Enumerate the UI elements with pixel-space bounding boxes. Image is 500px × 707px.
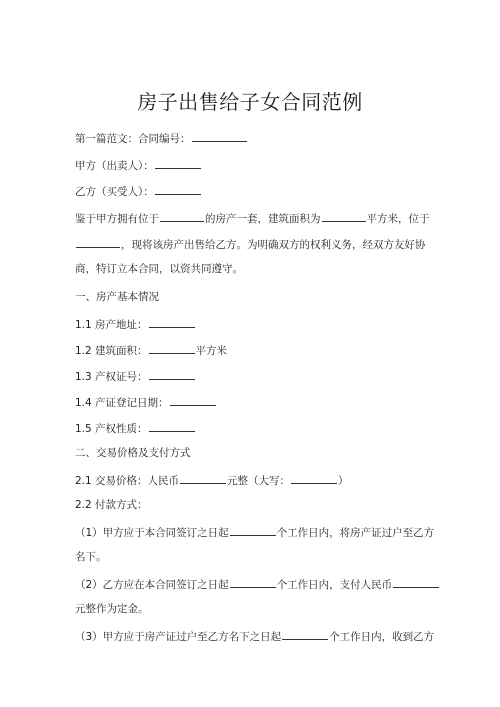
contract-number-label: 第一篇范文：合同编号：: [75, 133, 191, 145]
payment-text: （2）乙方应在本合同签订之日起: [75, 579, 229, 591]
party-b-line: [75, 183, 202, 199]
intro-line-3: [75, 262, 243, 276]
receipt-days-blank: [282, 628, 328, 640]
payment-item-2-line-1: [75, 576, 440, 592]
section-2-heading: [75, 446, 191, 460]
address-blank: [76, 236, 120, 248]
clause-label: 1.3 产权证号：: [75, 371, 148, 383]
intro-text: 平方米，位于: [366, 213, 430, 225]
payment-text: 个工作日内，支付人民币: [276, 579, 393, 591]
payment-item-2-line-2: [75, 602, 149, 616]
party-a-line: [75, 157, 202, 173]
intro-line-1: [75, 210, 430, 226]
registration-date-blank: [170, 394, 216, 406]
payment-item-3-line-1: [75, 628, 434, 644]
party-a-label: 甲方（出卖人）：: [75, 160, 154, 172]
price-blank: [180, 472, 226, 484]
clause-text: ）: [338, 475, 349, 487]
payment-text: 个工作日内，将房产证过户至乙方: [276, 527, 435, 539]
section-heading: 二、交易价格及支付方式: [75, 447, 191, 459]
clause-1-4: [75, 394, 217, 410]
intro-text: 鉴于甲方拥有位于: [75, 213, 159, 225]
clause-1-5: [75, 420, 196, 436]
payment-text: 元整作为定金。: [75, 603, 149, 615]
location-blank: [160, 210, 204, 222]
section-1-heading: [75, 290, 159, 304]
clause-label: 1.5 产权性质：: [75, 423, 148, 435]
section-heading: 一、房产基本情况: [75, 291, 159, 303]
intro-text: 商，特订立本合同，以资共同遵守。: [75, 263, 243, 275]
clause-2-1: [75, 472, 349, 488]
address-field-blank: [149, 316, 195, 328]
clause-label: 1.2 建筑面积：: [75, 345, 148, 357]
contract-number-line: [75, 130, 248, 146]
area-blank: [322, 210, 366, 222]
certificate-number-blank: [149, 368, 195, 380]
area-field-blank: [149, 342, 195, 354]
transfer-days-blank: [230, 524, 276, 536]
intro-line-2: [75, 236, 426, 252]
contract-number-blank: [192, 130, 247, 142]
document-title: 房子出售给子女合同范例: [137, 90, 363, 114]
clause-label: 2.2 付款方式：: [75, 499, 148, 511]
party-a-blank: [155, 157, 201, 169]
price-in-words-blank: [291, 472, 337, 484]
clause-label: 1.4 产证登记日期：: [75, 397, 169, 409]
intro-text: 的房产一套，建筑面积为: [205, 213, 321, 225]
clause-text: 元整（大写：: [227, 475, 291, 487]
deposit-days-blank: [230, 576, 276, 588]
party-b-label: 乙方（买受人）：: [75, 186, 154, 198]
clause-unit: 平方米: [195, 345, 228, 357]
payment-text: 个工作日内，收到乙方: [329, 631, 435, 643]
deposit-amount-blank: [393, 576, 439, 588]
clause-label: 1.1 房产地址：: [75, 319, 148, 331]
clause-1-2: [75, 342, 227, 358]
clause-2-2: [75, 498, 148, 512]
property-nature-blank: [149, 420, 195, 432]
payment-text: （3）甲方应于房产证过户至乙方名下之日起: [75, 631, 282, 643]
clause-1-3: [75, 368, 196, 384]
payment-text: （1）甲方应于本合同签订之日起: [75, 527, 229, 539]
payment-item-1-line-1: [75, 524, 434, 540]
clause-1-1: [75, 316, 196, 332]
payment-text: 名下。: [75, 551, 107, 563]
intro-text: ，现将该房产出售给乙方。为明确双方的权利义务，经双方友好协: [121, 239, 426, 251]
party-b-blank: [155, 183, 201, 195]
payment-item-1-line-2: [75, 550, 107, 564]
clause-label: 2.1 交易价格：人民币: [75, 475, 180, 487]
